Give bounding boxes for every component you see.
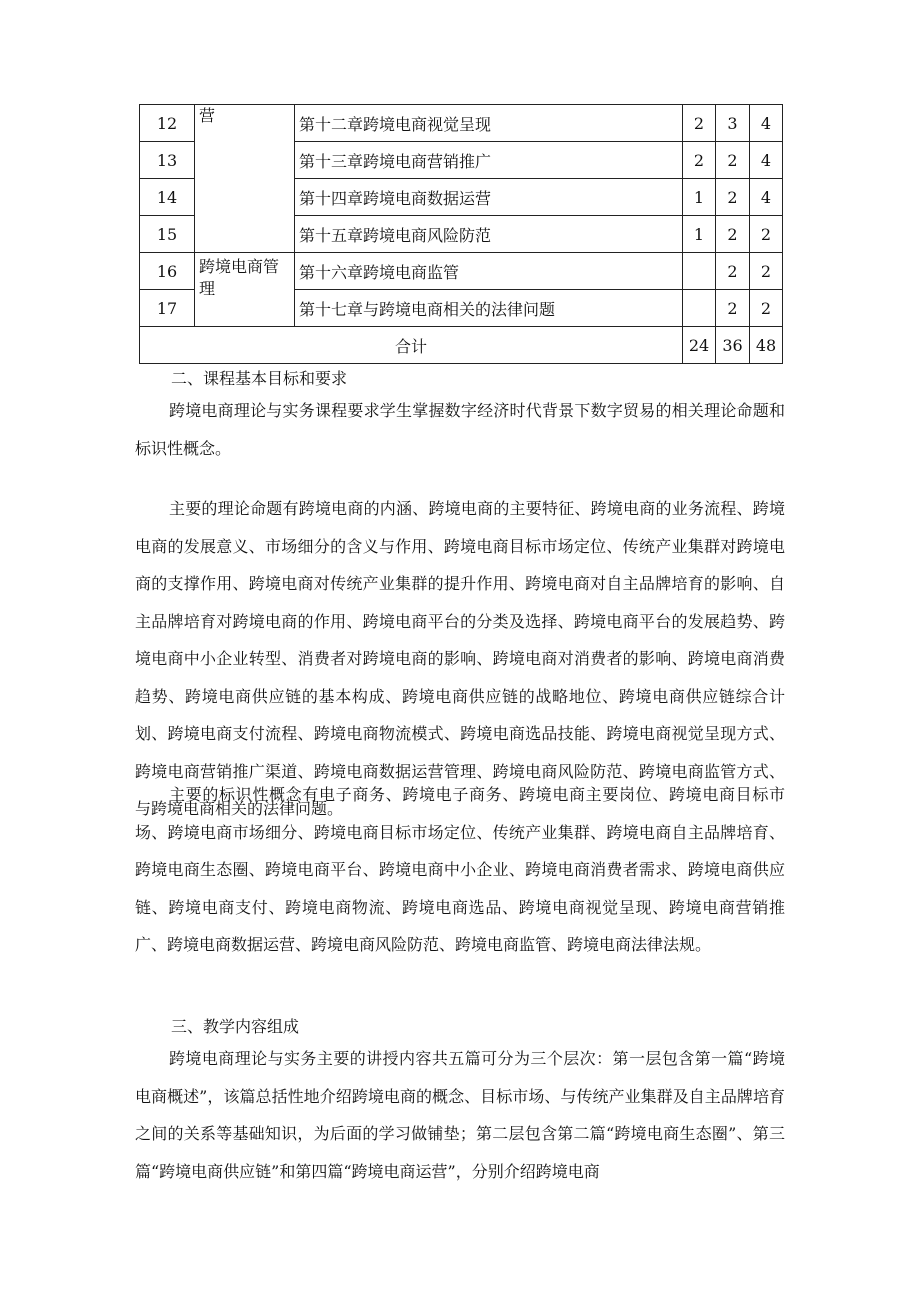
hours-cell [683,253,716,290]
chapter-title: 第十七章与跨境电商相关的法律问题 [295,290,683,327]
total-hours-cell: 24 [683,327,716,364]
row-number: 12 [140,105,195,142]
hours-cell: 2 [716,142,750,179]
hours-cell: 2 [750,290,783,327]
hours-cell: 2 [683,142,716,179]
section-heading: 三、教学内容组成 [171,1017,300,1036]
hours-cell [683,290,716,327]
table-row [140,253,783,290]
row-number: 17 [140,290,195,327]
hours-cell: 4 [750,142,783,179]
hours-cell: 1 [683,216,716,253]
chapter-title: 第十四章跨境电商数据运营 [295,179,683,216]
hours-cell: 2 [750,216,783,253]
paragraph: 跨境电商理论与实务主要的讲授内容共五篇可分为三个层次：第一层包含第一篇“跨境电商概述”，该篇总括性地介绍跨境电商的概念、目标市场、与传统产业集群及自主品牌培育之间的关系等基础知识，为后面的学习做铺垫；第二层包含第二篇“跨境电商生态圈”、第三篇“跨境电商供应链”和第四篇“跨境电商运营”，分别介绍跨境电商 [135,1049,785,1181]
table-row [140,105,783,142]
hours-cell: 3 [716,105,750,142]
category-cell: 跨境电商管理 [195,253,295,327]
hours-cell: 1 [683,179,716,216]
row-number: 13 [140,142,195,179]
section-heading: 二、课程基本目标和要求 [171,369,348,388]
total-hours-cell: 48 [750,327,783,364]
row-number: 14 [140,179,195,216]
paragraph: 主要的理论命题有跨境电商的内涵、跨境电商的主要特征、跨境电商的业务流程、跨境电商的发展意义、市场细分的含义与作用、跨境电商目标市场定位、传统产业集群对跨境电商的支撑作用、跨境电商对传统产业集群的提升作用、跨境电商对自主品牌培育的影响、自主品牌培育对跨境电商的作用、跨境电商平台的分类及选择、跨境电商平台的发展趋势、跨境电商中小企业转型、消费者对跨境电商的影响、跨境电商对消费者的影响、跨境电商消费趋势、跨境电商供应链的基本构成、跨境电商供应链的战略地位、跨境电商供应链综合计划、跨境电商支付流程、跨境电商物流模式、跨境电商选品技能、跨境电商视觉呈现方式、跨境电商营销推广渠道、跨境电商数据运营管理、跨境电商风险防范、跨境电商监管方式、与跨境电商相关的法律问题。 [135,499,785,818]
chapter-title: 第十六章跨境电商监管 [295,253,683,290]
chapter-title: 第十三章跨境电商营销推广 [295,142,683,179]
chapter-title: 第十二章跨境电商视觉呈现 [295,105,683,142]
hours-cell: 2 [716,216,750,253]
paragraph: 跨境电商理论与实务课程要求学生掌握数字经济时代背景下数字贸易的相关理论命题和标识性概念。 [135,401,785,458]
row-number: 16 [140,253,195,290]
row-number: 15 [140,216,195,253]
hours-cell: 2 [716,253,750,290]
category-cell: 营 [195,105,295,253]
course-hours-table [139,104,783,364]
total-hours-cell: 36 [716,327,750,364]
hours-cell: 2 [750,253,783,290]
hours-cell: 2 [716,179,750,216]
hours-cell: 2 [716,290,750,327]
hours-cell: 4 [750,105,783,142]
hours-cell: 2 [683,105,716,142]
paragraph: 主要的标识性概念有电子商务、跨境电子商务、跨境电商主要岗位、跨境电商目标市场、跨境电商市场细分、跨境电商目标市场定位、传统产业集群、跨境电商自主品牌培育、跨境电商生态圈、跨境电商平台、跨境电商中小企业、跨境电商消费者需求、跨境电商供应链、跨境电商支付、跨境电商物流、跨境电商选品、跨境电商视觉呈现、跨境电商营销推广、跨境电商数据运营、跨境电商风险防范、跨境电商监管、跨境电商法律法规。 [135,785,785,954]
total-label: 合计 [140,327,683,364]
chapter-title: 第十五章跨境电商风险防范 [295,216,683,253]
total-row [140,327,783,364]
hours-cell: 4 [750,179,783,216]
